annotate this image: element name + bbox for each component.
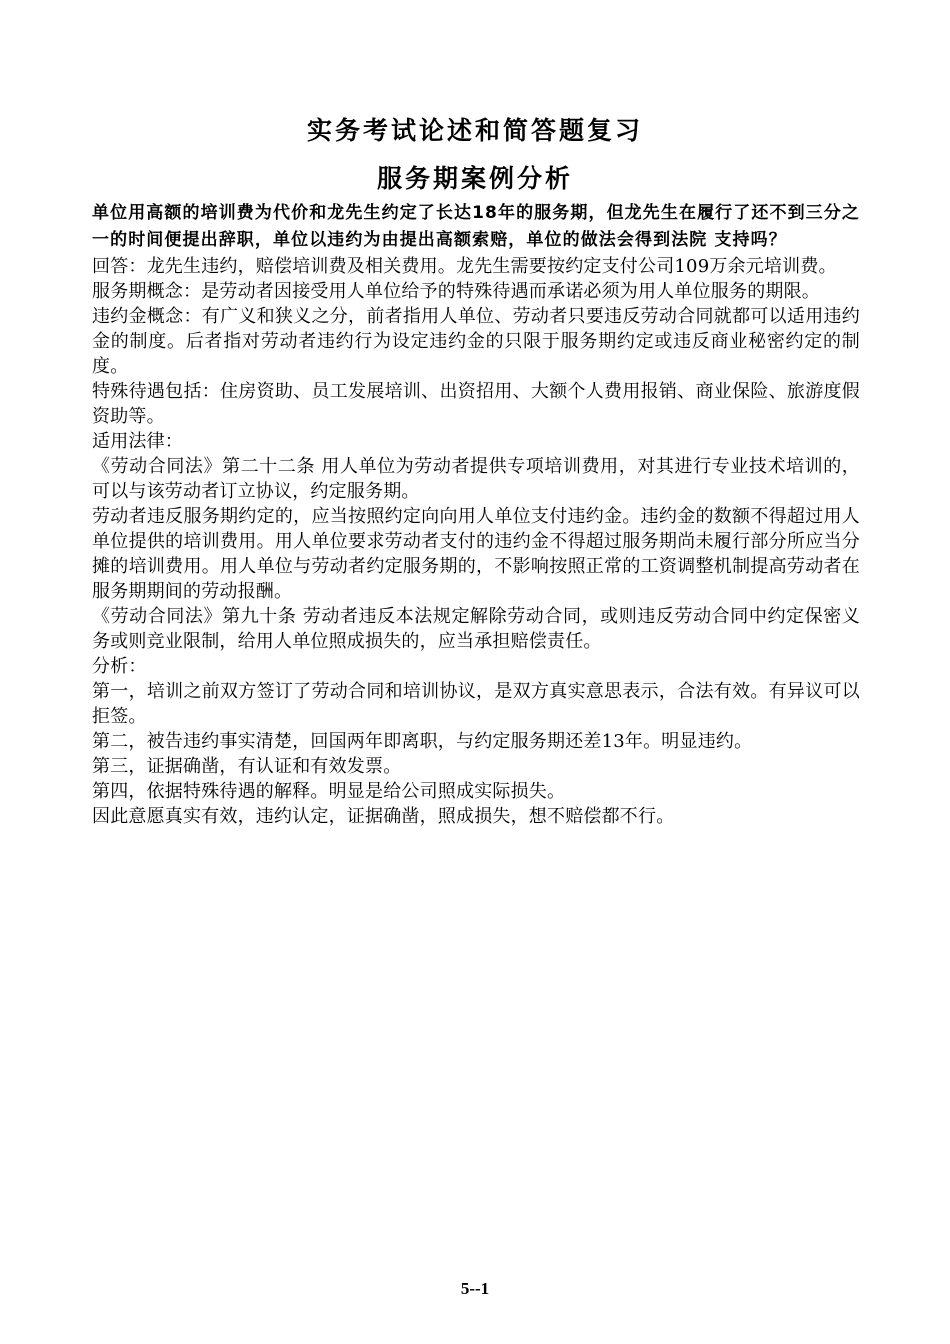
- law-article-22-continued: 劳动者违反服务期约定的，应当按照约定向向用人单位支付违约金。违约金的数额不得超过用人单位提供的培训费用。用人单位要求劳动者支付的违约金不得超过服务期尚未履行部分所应当分摊的培训费用。用人单位与劳动者约定服务期的，不影响按照正常的工资调整机制提高劳动者在服务期期间的劳动报酬。: [92, 506, 860, 602]
- service-period-definition: 服务期概念：是劳动者因接受用人单位给予的特殊待遇而承诺必须为用人单位服务的期限。: [92, 281, 820, 302]
- analysis-point-4: 第四，依据特殊待遇的解释。明显是给公司照成实际损失。: [92, 781, 566, 802]
- law-article-90: 《劳动合同法》第九十条 劳动者违反本法规定解除劳动合同，或则违反劳动合同中约定保密义务或则竞业限制，给用人单位照成损失的，应当承担赔偿责任。: [92, 606, 860, 652]
- special-treatment-list: 特殊待遇包括：住房资助、员工发展培训、出资招用、大额个人费用报销、商业保险、旅游度假资助等。: [92, 381, 860, 427]
- document-body: [92, 200, 860, 829]
- analysis-heading: 分析：: [92, 656, 147, 677]
- law-article-22: 《劳动合同法》第二十二条 用人单位为劳动者提供专项培训费用，对其进行专业技术培训的，可以与该劳动者订立协议，约定服务期。: [92, 456, 860, 502]
- analysis-point-3: 第三，证据确凿，有认证和有效发票。: [92, 756, 402, 777]
- case-question: 单位用高额的培训费为代价和龙先生约定了长达18年的服务期，但龙先生在履行了还不到三分之一的时间便提出辞职，单位以违约为由提出高额索赔，单位的做法会得到法院 支持吗？: [92, 203, 860, 250]
- analysis-point-1: 第一，培训之前双方签订了劳动合同和培训协议，是双方真实意思表示，合法有效。有异议可以拒签。: [92, 681, 860, 727]
- document-title: 实务考试论述和简答题复习: [306, 116, 643, 145]
- penalty-definition: 违约金概念：有广义和狭义之分，前者指用人单位、劳动者只要违反劳动合同就都可以适用违约金的制度。后者指对劳动者违约行为设定违约金的只限于服务期约定或违反商业秘密约定的制度。: [92, 306, 860, 377]
- conclusion-paragraph: 因此意愿真实有效，违约认定，证据确凿，照成损失，想不赔偿都不行。: [92, 806, 675, 827]
- page-number: 5--1: [460, 1279, 490, 1298]
- analysis-point-2: 第二，被告违约事实清楚，回国两年即离职，与约定服务期还差13年。明显违约。: [92, 731, 753, 752]
- answer-paragraph: 回答：龙先生违约，赔偿培训费及相关费用。龙先生需要按约定支付公司109万余元培训费。: [92, 256, 837, 277]
- document-subtitle: 服务期案例分析: [376, 164, 573, 193]
- applicable-law-heading: 适用法律：: [92, 431, 183, 452]
